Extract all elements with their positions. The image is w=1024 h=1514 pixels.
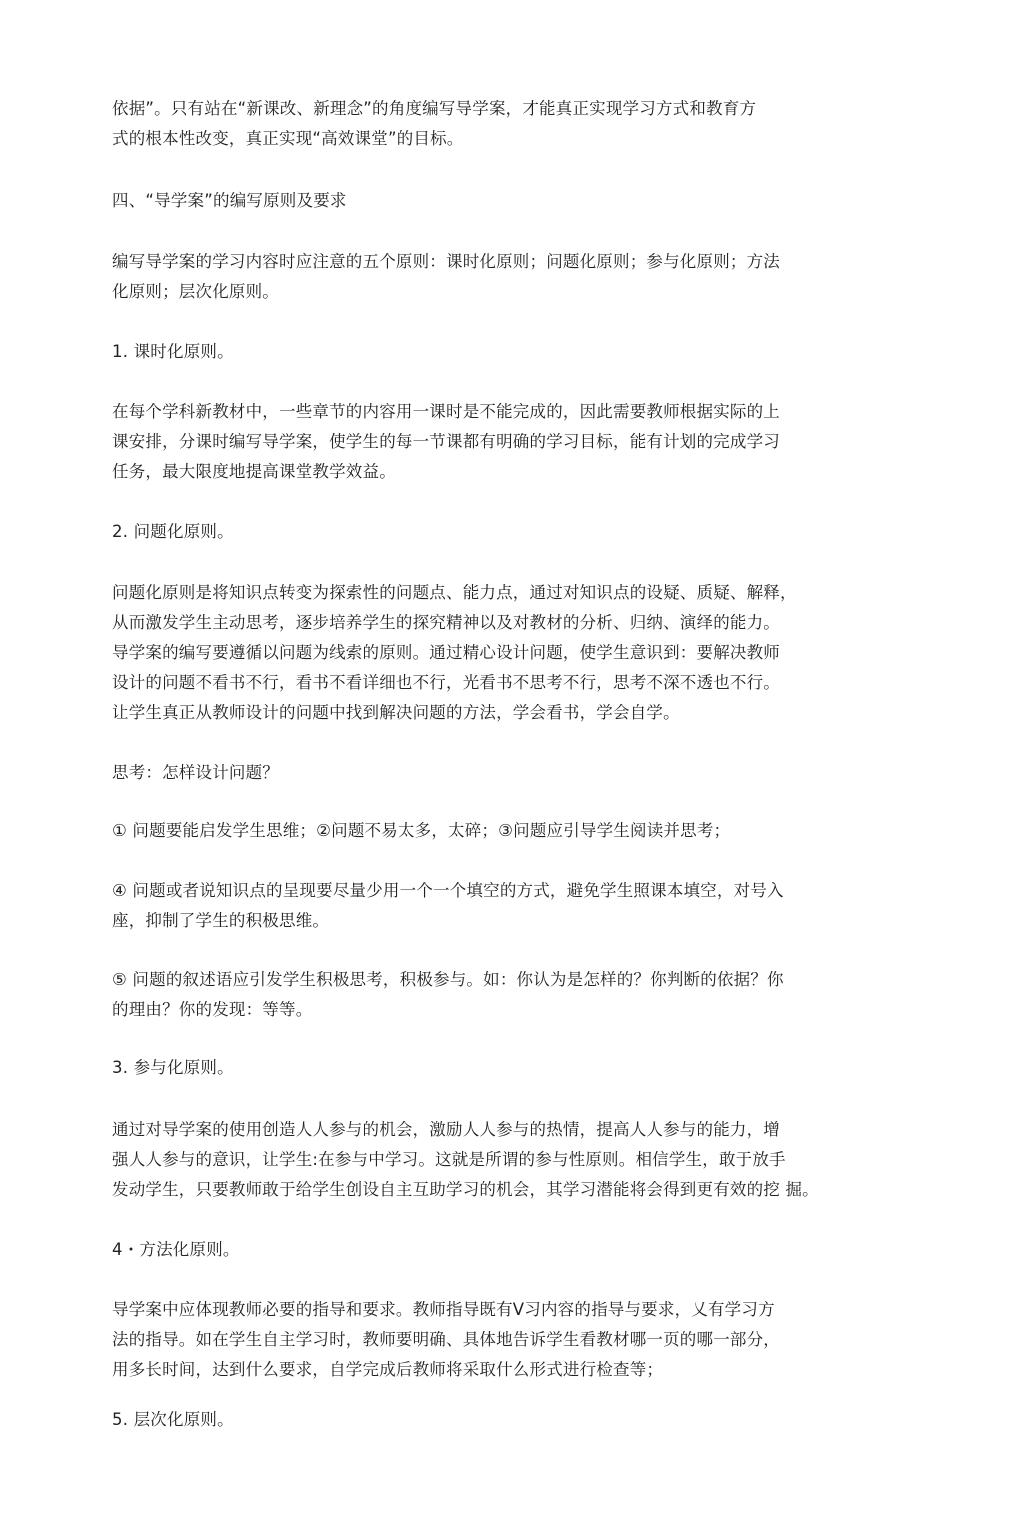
section-heading: 四、“导学案”的编写原则及要求 — [112, 191, 347, 210]
paragraph-principle-1: 在每个学科新教材中，一些章节的内容用一课时是不能完成的，因此需要教师根据实际的上 课安排，分课时编写导学案，使学生的每一节课都有明确的学习目标，能有计划的完成学习 任务，最大限度地提高课堂教学效益。 — [112, 402, 780, 481]
paragraph-principle-2: 问题化原则是将知识点转变为探索性的问题点、能力点，通过对知识点的设疑、质疑、解释， 从而激发学生主动思考，逐步培养学生的探究精神以及对教材的分析、归纳、演绎的能力。 导学案的编写要遵循以问题为线索的原则。通过精心设计问题，使学生意识到：要解决教师 设计的问题不看书不行，看书不看详细也不行，光看书不思考不行，思考不深不透也不行。 让学生真正从教师设计的问题中找到解决问题的方法，学会看书，学会自学。 — [112, 583, 797, 722]
list-item-5: ⑤ 问题的叙述语应引发学生积极思考，积极参与。如：你认为是怎样的？你判断的依据？你 的理由？你的发现：等等。 — [112, 970, 784, 1019]
paragraph-intro-ending: 依据”。只有站在“新课改、新理念”的角度编写导学案，才能真正实现学习方式和教育方 式的根本性改变，真正实现“高效课堂”的目标。 — [112, 99, 757, 148]
question-heading: 思考：怎样设计问题？ — [112, 763, 279, 782]
heading-principle-4: 4・方法化原则。 — [112, 1240, 240, 1259]
heading-principle-3: 3. 参与化原则。 — [112, 1058, 234, 1077]
paragraph-principle-3: 通过对导学案的使用创造人人参与的机会，激励人人参与的热情，提高人人参与的能力，增 强人人参与的意识，让学生:在参与中学习。这就是所谓的参与性原则。相信学生，敢于放手 发动学生，只要教师敢于给学生创设自主互助学习的机会，其学习潜能将会得到更有效的挖 掘。 — [112, 1120, 819, 1199]
heading-principle-5: 5. 层次化原则。 — [112, 1410, 234, 1429]
paragraph-five-principles: 编写导学案的学习内容时应注意的五个原则：课时化原则；问题化原则；参与化原则；方法 化原则；层次化原则。 — [112, 252, 780, 301]
list-item-1-3: ① 问题要能启发学生思维；②问题不易太多，太碎；③问题应引导学生阅读并思考； — [112, 821, 731, 840]
heading-principle-2: 2. 问题化原则。 — [112, 522, 234, 541]
list-item-4: ④ 问题或者说知识点的呈现要尽量少用一个一个填空的方式，避免学生照课本填空，对号入 座，抑制了学生的积极思维。 — [112, 881, 784, 930]
paragraph-principle-4: 导学案中应体现教师必要的指导和要求。教师指导既有V习内容的指导与要求，乂有学习方 法的指导。如在学生自主学习时，教师要明确、具体地告诉学生看教材哪一页的哪一部分， 用多长时间，达到什么要求，自学完成后教师将采取什么形式进行检查等； — [112, 1300, 780, 1379]
heading-principle-1: 1. 课时化原则。 — [112, 342, 234, 361]
